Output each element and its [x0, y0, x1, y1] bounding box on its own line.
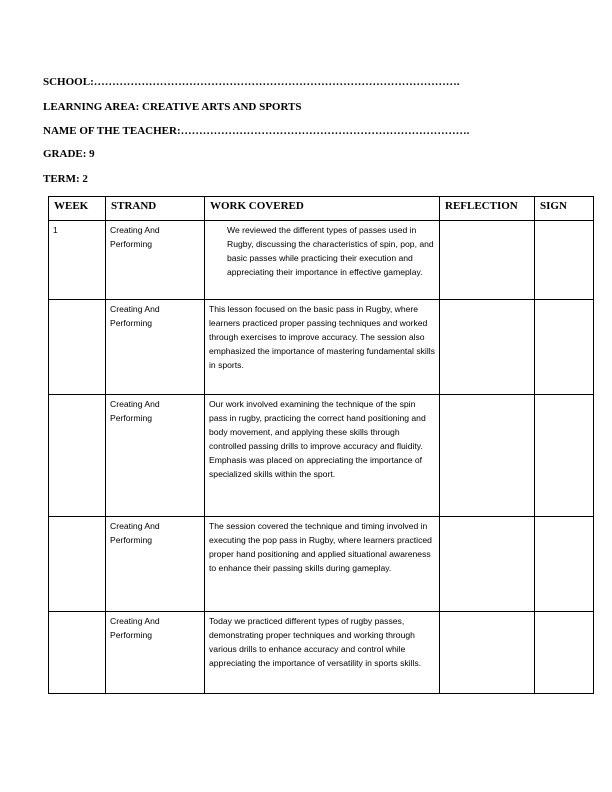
work-covered-table [48, 196, 594, 694]
table-row [49, 221, 594, 300]
table-header-row [49, 197, 594, 221]
column-header-work-covered: WORK COVERED [205, 197, 440, 221]
table-row [49, 300, 594, 395]
sign-cell [535, 395, 594, 517]
reflection-cell [440, 517, 535, 612]
week-cell [49, 612, 106, 694]
strand-cell: Creating And Performing [106, 395, 205, 517]
reflection-cell [440, 300, 535, 395]
reflection-cell [440, 395, 535, 517]
work-covered-cell: This lesson focused on the basic pass in Rugby, where learners practiced proper passing techniques and worked through exercises to improve accuracy. The session also emphasized the importance of mastering fundamental skills in sports. [205, 300, 440, 395]
sign-cell [535, 517, 594, 612]
column-header-reflection: REFLECTION [440, 197, 535, 221]
table-row [49, 395, 594, 517]
work-covered-cell: Today we practiced different types of rugby passes, demonstrating proper techniques and working through various drills to enhance accuracy and control while appreciating the importance of versatility in sports skills. [205, 612, 440, 694]
work-covered-cell: We reviewed the different types of passes used in Rugby, discussing the characteristics of spin, pop, and basic passes while practicing their execution and appreciating their importance in effective gameplay. [205, 221, 440, 300]
grade-label: GRADE: 9 [43, 148, 95, 160]
strand-cell: Creating And Performing [106, 300, 205, 395]
work-covered-cell: The session covered the technique and timing involved in executing the pop pass in Rugby, where learners practiced proper hand positioning and applied situational awareness to enhance their passing skills during gameplay. [205, 517, 440, 612]
strand-cell: Creating And Performing [106, 221, 205, 300]
term-label: TERM: 2 [43, 173, 88, 185]
table-row [49, 612, 594, 694]
work-covered-cell: Our work involved examining the technique of the spin pass in rugby, practicing the correct hand positioning and body movement, and applying these skills through controlled passing drills to improve accuracy and fluidity. Emphasis was placed on appreciating the importance of specialized skills within the sport. [205, 395, 440, 517]
strand-cell: Creating And Performing [106, 612, 205, 694]
reflection-cell [440, 221, 535, 300]
sign-cell [535, 612, 594, 694]
column-header-week: WEEK [49, 197, 106, 221]
reflection-cell [440, 612, 535, 694]
week-cell [49, 395, 106, 517]
learning-area-label: LEARNING AREA: CREATIVE ARTS AND SPORTS [43, 101, 302, 113]
sign-cell [535, 221, 594, 300]
strand-cell: Creating And Performing [106, 517, 205, 612]
sign-cell [535, 300, 594, 395]
week-cell [49, 300, 106, 395]
teacher-name-field: NAME OF THE TEACHER:……………………………………………………………………. [43, 125, 470, 137]
column-header-sign: SIGN [535, 197, 594, 221]
week-cell [49, 517, 106, 612]
table-row [49, 517, 594, 612]
school-field: SCHOOL:………………………………………………………………………………………. [43, 76, 460, 88]
column-header-strand: STRAND [106, 197, 205, 221]
week-cell: 1 [49, 221, 106, 300]
